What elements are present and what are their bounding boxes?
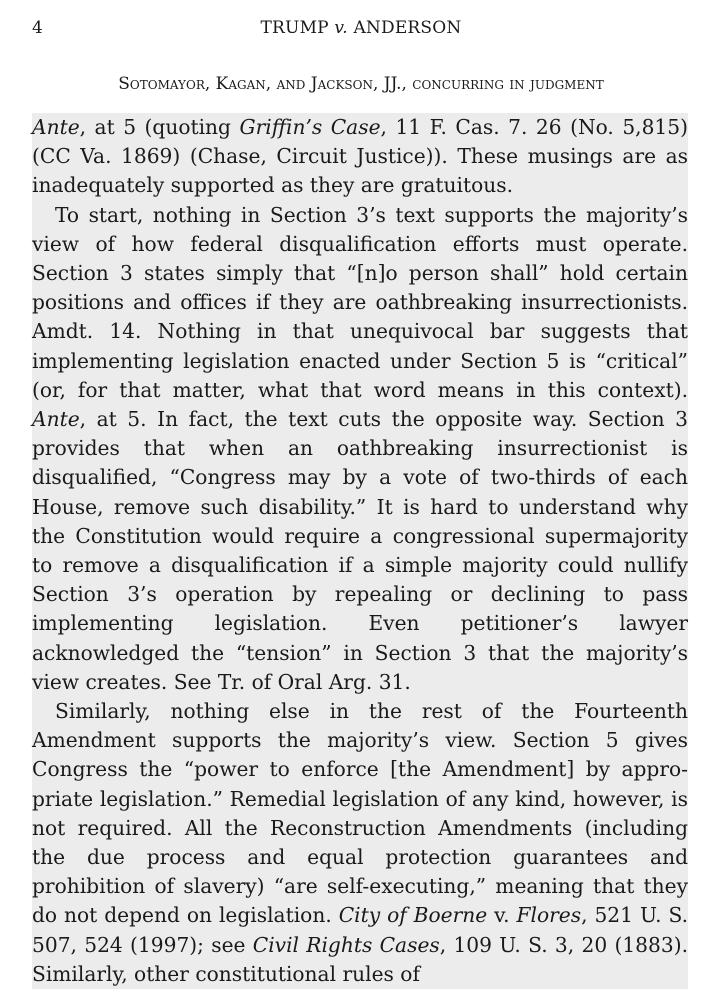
citation-city-of-boerne: City of Boerne	[338, 903, 488, 928]
case-name-left: TRUMP	[260, 18, 329, 38]
opinion-line: Sotomayor, Kagan, and Jackson, JJ., concurring in judgment	[118, 74, 604, 94]
paragraph-text: , 521 U. S. 507, 524 (1997); see	[32, 903, 688, 957]
citation-ante: Ante	[32, 407, 80, 432]
paragraph-text: v.	[487, 903, 517, 928]
paragraph-fourteenth-amendment	[32, 697, 688, 989]
paragraph-text: , 109 U. S. 3, 20 (1883). Similarly, other constitutional rules of	[32, 932, 688, 986]
paragraph-text: , 11 F. Cas. 7. 26 (No. 5,815) (CC Va. 1869) (Chase, Circuit Justice)). These musings are as inadequately supported as they are gratuitous.	[32, 115, 688, 198]
paragraph-text: Similarly, nothing else in the rest of the Fourteenth Amendment supports the majority’s view. Section 5 gives Congress the “power to enforce [the Amendment] by appropriate legislation.” Remedial legislation of any kind, however, is not required. All the Reconstruction Amendments (including the due process and equal protection guarantees and prohibition of slavery) “are self-executing,” meaning that they do not depend on legislation.	[32, 699, 688, 928]
page-number: 4	[32, 18, 44, 38]
case-name-right: ANDERSON	[353, 18, 462, 38]
running-head	[32, 18, 690, 42]
citation-ante: Ante	[32, 115, 80, 139]
opinion-text	[32, 113, 688, 989]
paragraph-text: To start, nothing in Section 3’s text supports the majority’s view of how federal disqualification efforts must operate. Section 3 states simply that “[n]o person shall” hold certain positions and offices if they are oathbreaking insurrectionists. Amdt. 14. Nothing in that unequivocal bar suggests that implementing legislation enacted under Section 5 is “critical” (or, for that matter, what that word means in this context).	[32, 202, 688, 402]
citation-civil-rights-cases: Civil Rights Cases	[252, 932, 440, 957]
paragraph-section-3-text	[32, 201, 688, 697]
case-title	[32, 18, 690, 38]
case-name-versus: v.	[334, 18, 348, 38]
paragraph-text: , at 5. In fact, the text cuts the opposite way. Section 3 provides that when an oathbreaking insurrectionist is disqualified, “Congress may by a vote of two-thirds of each House, remove such disability.” It is hard to understand why the Constitution would require a congressional supermajority to remove a disqualification if a simple majority could nullify Section 3’s operation by repealing or declining to pass implementing legislation. Even petitioner’s lawyer acknowledged the “tension” in Section 3 that the majority’s view creates. See Tr. of Oral Arg. 31.	[32, 407, 688, 694]
citation-flores: Flores	[516, 903, 582, 928]
paragraph-continued	[32, 113, 688, 201]
paragraph-text: , at 5 (quoting	[79, 115, 240, 139]
citation-griffins-case: Griffin’s Case	[239, 115, 381, 139]
